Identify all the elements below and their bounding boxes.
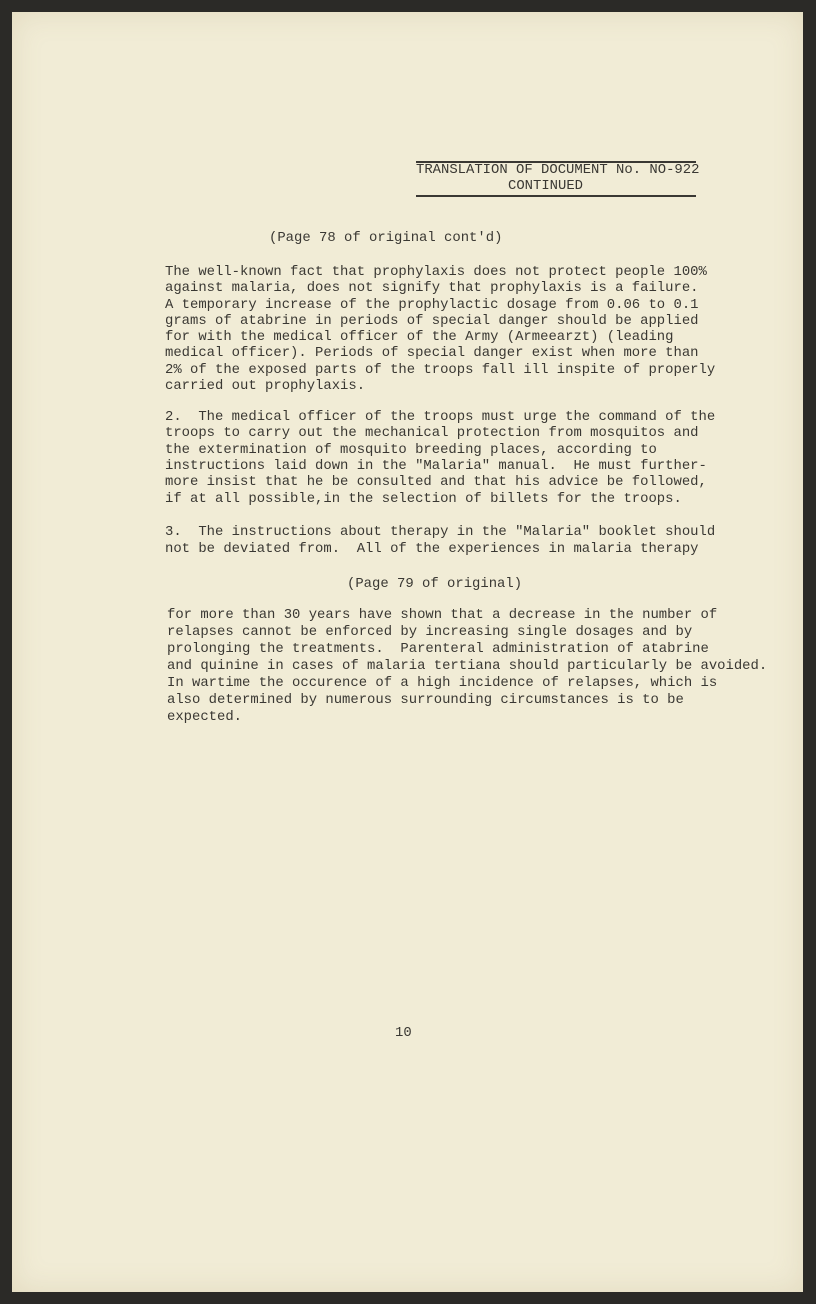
- text-line: for with the medical officer of the Army (Armeearzt) (leading: [165, 329, 674, 345]
- text-line: troops to carry out the mechanical protection from mosquitos and: [165, 425, 699, 441]
- text-line: prolonging the treatments. Parenteral administration of atabrine: [167, 641, 709, 657]
- text-line: against malaria, does not signify that prophylaxis is a failure.: [165, 280, 699, 296]
- text-line: carried out prophylaxis.: [165, 378, 366, 394]
- text-line: 3. The instructions about therapy in the "Malaria" booklet should: [165, 524, 716, 540]
- text-line: if at all possible,in the selection of billets for the troops.: [165, 491, 682, 507]
- text-line: relapses cannot be enforced by increasing single dosages and by: [167, 624, 693, 640]
- text-line: not be deviated from. All of the experiences in malaria therapy: [165, 541, 699, 557]
- text-line: also determined by numerous surrounding circumstances is to be: [167, 692, 684, 708]
- header-rule-bottom: [416, 195, 696, 197]
- text-line: The well-known fact that prophylaxis does not protect people 100%: [165, 264, 707, 280]
- text-line: and quinine in cases of malaria tertiana should particularly be avoided.: [167, 658, 768, 674]
- page-marker-78: (Page 78 of original cont'd): [269, 230, 503, 246]
- text-line: more insist that he be consulted and that his advice be followed,: [165, 474, 707, 490]
- text-line: In wartime the occurence of a high incidence of relapses, which is: [167, 675, 718, 691]
- page-marker-79: (Page 79 of original): [347, 576, 523, 592]
- text-line: the extermination of mosquito breeding places, according to: [165, 442, 657, 458]
- text-line: 2% of the exposed parts of the troops fall ill inspite of properly: [165, 362, 716, 378]
- document-title: TRANSLATION OF DOCUMENT No. NO-922: [416, 162, 700, 178]
- text-line: expected.: [167, 709, 243, 725]
- page-number: 10: [395, 1025, 412, 1041]
- text-line: instructions laid down in the "Malaria" manual. He must further-: [165, 458, 707, 474]
- text-line: for more than 30 years have shown that a decrease in the number of: [167, 607, 718, 623]
- text-line: grams of atabrine in periods of special danger should be applied: [165, 313, 699, 329]
- document-page: [12, 12, 803, 1292]
- text-line: medical officer). Periods of special danger exist when more than: [165, 345, 699, 361]
- text-line: A temporary increase of the prophylactic dosage from 0.06 to 0.1: [165, 297, 699, 313]
- document-subtitle: CONTINUED: [508, 178, 584, 194]
- text-line: 2. The medical officer of the troops must urge the command of the: [165, 409, 716, 425]
